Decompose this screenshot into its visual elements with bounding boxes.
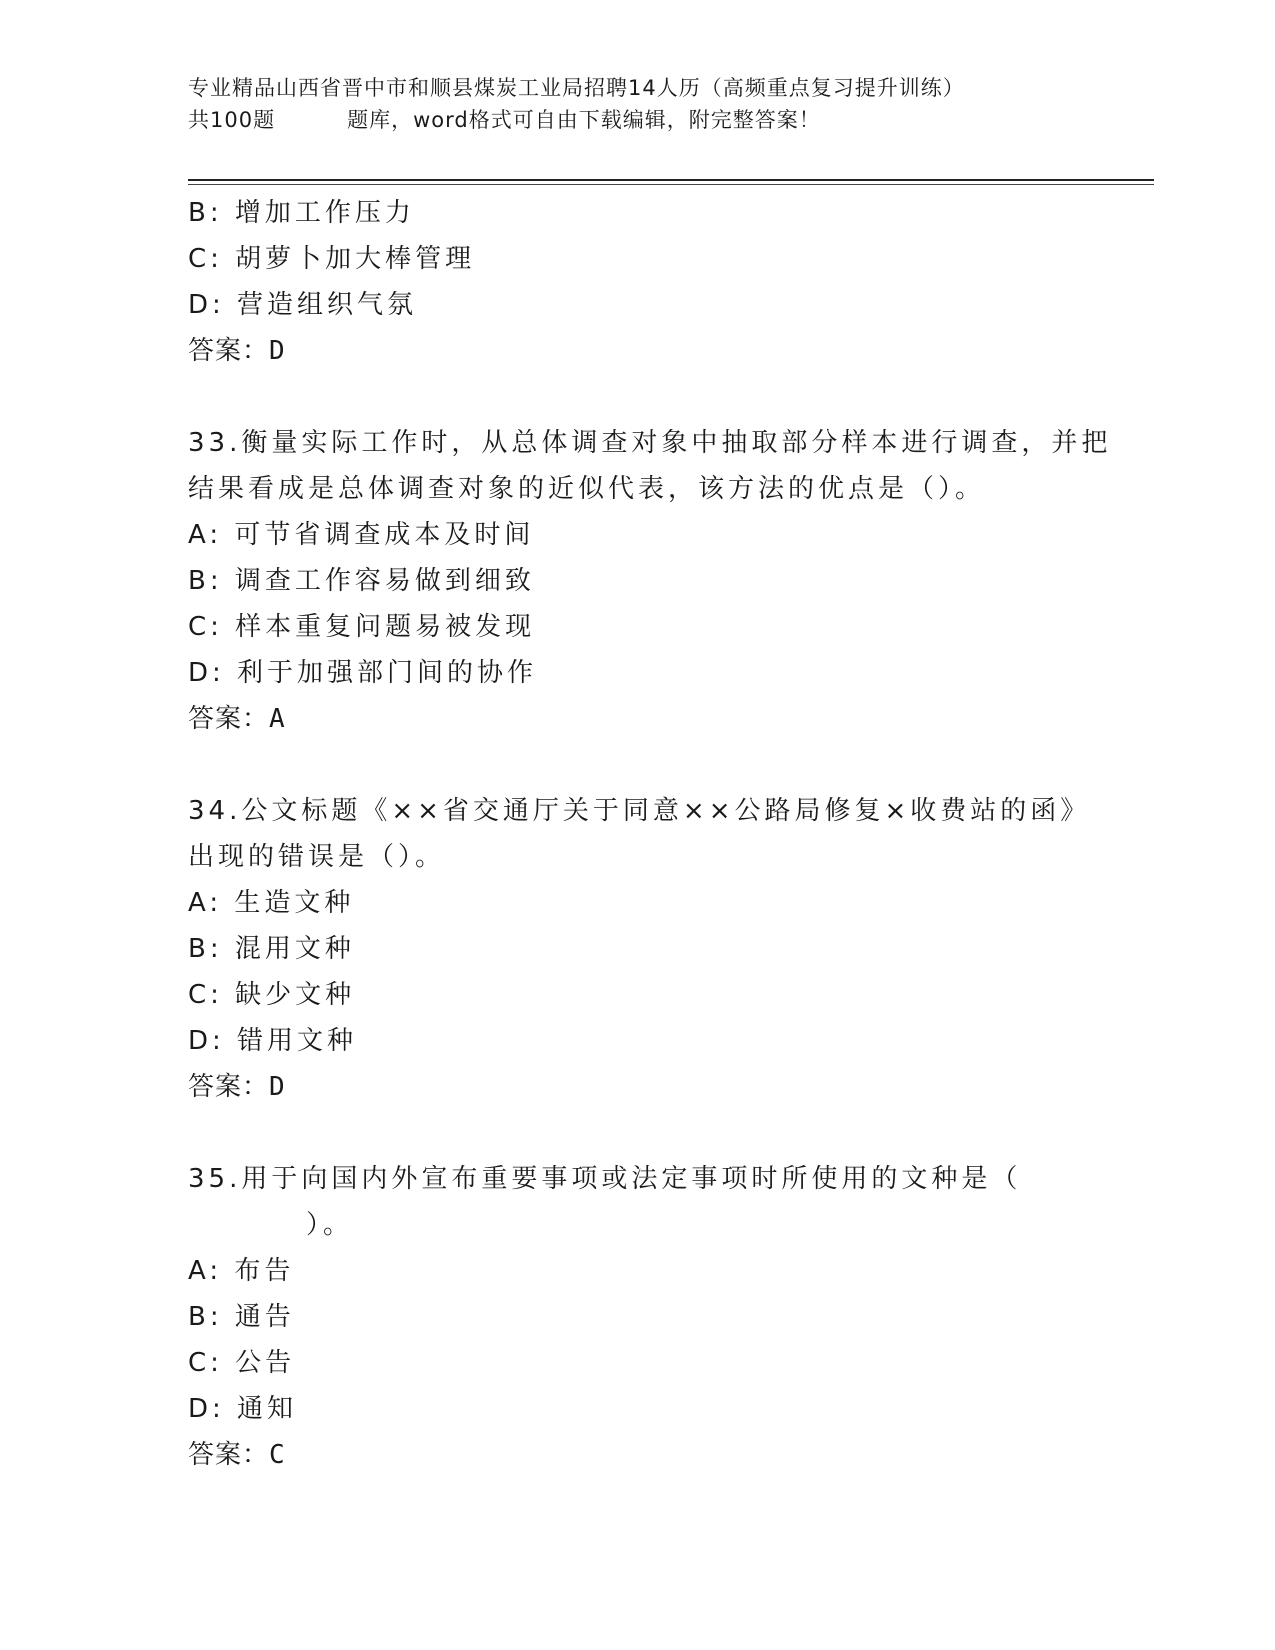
answer-value: A — [269, 704, 285, 734]
option-d: D: 错用文种 — [188, 1026, 358, 1056]
option-d: D: 利于加强部门间的协作 — [188, 658, 538, 688]
header-description: 题库，word格式可自由下载编辑，附完整答案！ — [347, 108, 821, 132]
option-b: B: 通告 — [188, 1302, 295, 1332]
answer-label: 答案： — [188, 1072, 270, 1102]
question-stem-cont — [188, 1202, 1088, 1248]
answer-label: 答案： — [188, 336, 270, 366]
answer-line — [188, 1064, 1088, 1110]
answer-line — [188, 696, 1088, 742]
question-stem-cont: 结果看成是总体调查对象的近似代表，该方法的优点是（）。 — [188, 474, 986, 504]
option-b: B: 调查工作容易做到细致 — [188, 566, 535, 596]
option-a: A: 生造文种 — [188, 888, 355, 918]
answer-value: C — [269, 1440, 285, 1470]
question-33-block — [188, 420, 1112, 742]
header-subtitle-line — [188, 104, 1088, 136]
option-c: C: 胡萝卜加大棒管理 — [188, 244, 476, 274]
question-stem-cont: 出现的错误是（）。 — [188, 842, 446, 872]
question-stem-tail: ）。 — [306, 1210, 354, 1240]
option-d: D: 通知 — [188, 1394, 298, 1424]
question-34-block — [188, 788, 1091, 1110]
option-d: D: 营造组织气氛 — [188, 290, 418, 320]
header-title-line: 专业精品山西省晋中市和顺县煤炭工业局招聘14人历（高频重点复习提升训练） — [188, 76, 965, 100]
header-rule-thin — [188, 184, 1154, 185]
prev-question-block — [188, 190, 1088, 374]
answer-label: 答案： — [188, 1440, 270, 1470]
document-header — [188, 72, 1088, 136]
question-stem: 33.衡量实际工作时，从总体调查对象中抽取部分样本进行调查，并把 — [188, 428, 1112, 458]
question-content — [188, 190, 1112, 1478]
header-rule-thick — [188, 179, 1154, 181]
question-stem: 35.用于向国内外宣布重要事项或法定事项时所使用的文种是（ — [188, 1164, 1022, 1194]
answer-value: D — [269, 1072, 285, 1102]
question-35-block — [188, 1156, 1088, 1478]
option-b: B: 混用文种 — [188, 934, 355, 964]
answer-line — [188, 328, 1088, 374]
answer-value: D — [269, 336, 285, 366]
question-stem: 34.公文标题《××省交通厅关于同意××公路局修复×收费站的函》 — [188, 796, 1091, 826]
option-c: C: 公告 — [188, 1348, 296, 1378]
option-c: C: 样本重复问题易被发现 — [188, 612, 536, 642]
option-a: A: 布告 — [188, 1256, 295, 1286]
option-b: B: 增加工作压力 — [188, 198, 415, 228]
answer-label: 答案： — [188, 704, 270, 734]
question-count: 共100题 — [188, 108, 276, 132]
answer-line — [188, 1432, 1088, 1478]
option-a: A: 可节省调查成本及时间 — [188, 520, 535, 550]
option-c: C: 缺少文种 — [188, 980, 356, 1010]
